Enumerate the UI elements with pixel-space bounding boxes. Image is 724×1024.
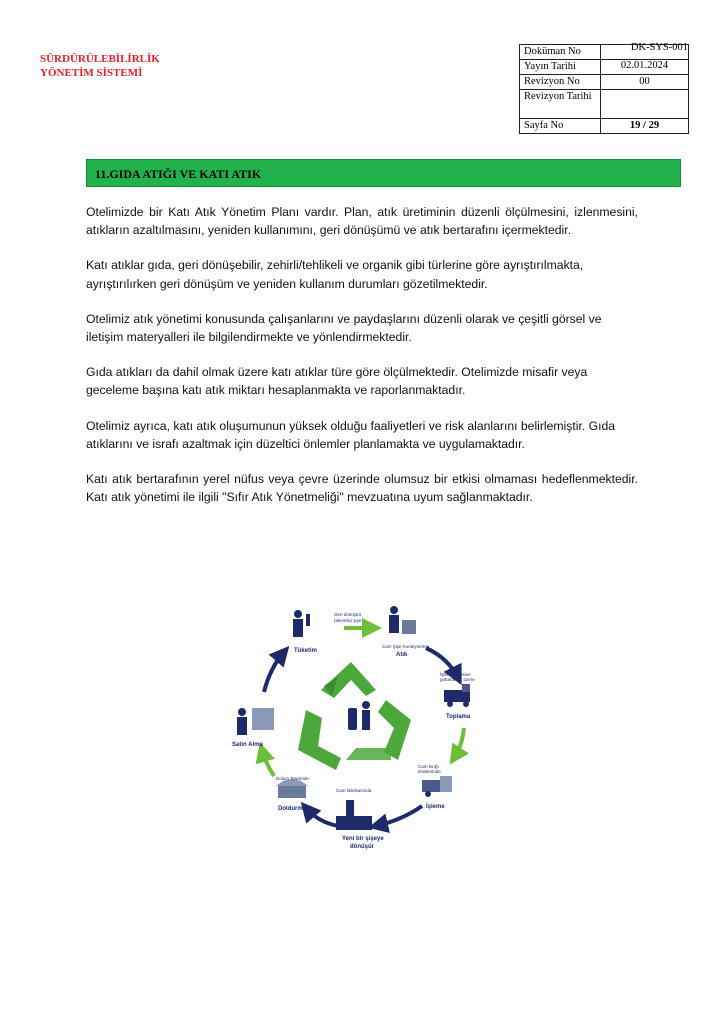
stage-label: Atık (396, 652, 408, 658)
meta-key: Yayın Tarihi (520, 60, 601, 75)
doc-no: DK-SYS-001 (630, 42, 688, 53)
cycle-arrow (306, 808, 338, 826)
stage-sublabel: Cam Şişe Konteynerine (382, 644, 430, 649)
cycle-arrow (454, 728, 464, 758)
stage-label: Doldurma (278, 806, 307, 812)
stage-label: dönüşür (350, 844, 374, 850)
shopper-figure-icon (237, 708, 274, 735)
recycling-cycle-diagram (226, 600, 486, 860)
stage-sublabel: Cam kırığı (418, 764, 439, 769)
meta-value: 02.01.2024 (601, 60, 689, 75)
brand-line-1: SÜRDÜRÜLEBİLİRLİK (40, 53, 160, 65)
paragraph: Katı atıklar gıda, geri dönüşebilir, zehirli/tehlikeli ve organik gibi türlerine göre ayrıştırılmakta, ayrıştırılırken geri dönüşüm ve yeniden kullanım durumları gözetilmektedir. (86, 258, 584, 291)
diagram-note: (tekrarla) şişe (334, 618, 362, 623)
stage-sublabel: tesislerinde (418, 769, 441, 774)
meta-value (601, 90, 689, 119)
page-number: 19 / 29 (601, 119, 689, 134)
meta-row (520, 119, 689, 134)
brand-line-2: YÖNETİM SİSTEMİ (40, 67, 143, 79)
cycle-arrow (264, 652, 284, 692)
document-meta-table (519, 44, 689, 134)
cycle-arrow (262, 750, 274, 776)
stage-label: Satın Alma (232, 742, 263, 748)
meta-row (520, 45, 689, 60)
meta-value (601, 42, 689, 60)
stage-sublabel: Dolum Tesisinde (276, 776, 309, 781)
stage-label: İşleme (426, 804, 445, 810)
paragraph: Gıda atıkları da dahil olmak üzere katı atıklar türe göre ölçülmektedir. Otelimizde misafir veya geceleme başına katı atık miktarı hesaplanmakta ve raporlanmaktadır. (86, 365, 588, 398)
meta-key: Revizyon No (520, 75, 601, 90)
cycle-arrow (376, 806, 422, 826)
stage-label: Toplama (446, 714, 471, 720)
stage-label: Yeni bir şişeye (342, 836, 384, 842)
consumer-figure-icon (293, 610, 310, 637)
diagram-note: Geri dönüştür (334, 612, 362, 617)
factory-icon (336, 800, 372, 830)
paragraph: Otelimiz atık yönetimi konusunda çalışanlarını ve paydaşlarını düzenli olarak ve çeşitli görsel ve iletişim materyalleri ile bilgilendirmekte ve yönlendirmektedir. (86, 311, 602, 345)
meta-row (520, 60, 689, 75)
meta-key: Doküman No (520, 45, 601, 60)
paragraph: Otelimiz ayrıca, katı atık oluşumunun yüksek olduğu faaliyetleri ve risk alanlarını belirlemiştir. Gıda atıklarını ve israfı azaltmak için düzeltici önlemler planlamakta ve uygulamaktadır. (86, 418, 616, 451)
paragraph: Katı atık bertarafının yerel nüfus veya çevre üzerinde olumsuz bir etkisi olmaması hedeflenmektedir. Katı atık yönetimi ile ilgili "Sıfır Atık Yönetmeliği" mevzuatına uyum sağlanmaktadır. (86, 472, 638, 505)
processing-truck-icon (422, 776, 452, 797)
section-title: 11.GIDA ATIĞI VE KATI ATIK (95, 167, 262, 181)
filling-plant-icon (276, 779, 308, 798)
section-heading-bar (86, 159, 681, 187)
meta-value: 00 (601, 75, 689, 90)
stage-sublabel: İşleme Tesisine (440, 672, 471, 677)
meta-row (520, 90, 689, 119)
stage-sublabel: Cam fabrikasında (336, 788, 372, 793)
brand-title (40, 52, 160, 80)
waste-bin-figure-icon (389, 606, 416, 634)
meta-row (520, 75, 689, 90)
meta-key: Revizyon Tarihi (520, 90, 601, 119)
collection-truck-icon (444, 684, 470, 707)
stage-sublabel: götürülmek üzere (440, 677, 475, 682)
paragraph: Otelimizde bir Katı Atık Yönetim Planı vardır. Plan, atık üretiminin düzenli ölçülmesini, izlenmesini, atıkların azaltılmasını, yeniden kullanımını, geri dönüşümü ve atık bertarafını içermektedir. (86, 205, 638, 238)
meta-key: Sayfa No (520, 119, 601, 134)
body-text (86, 203, 638, 523)
recycle-icon (298, 662, 411, 770)
stage-label: Tüketim (294, 648, 318, 654)
